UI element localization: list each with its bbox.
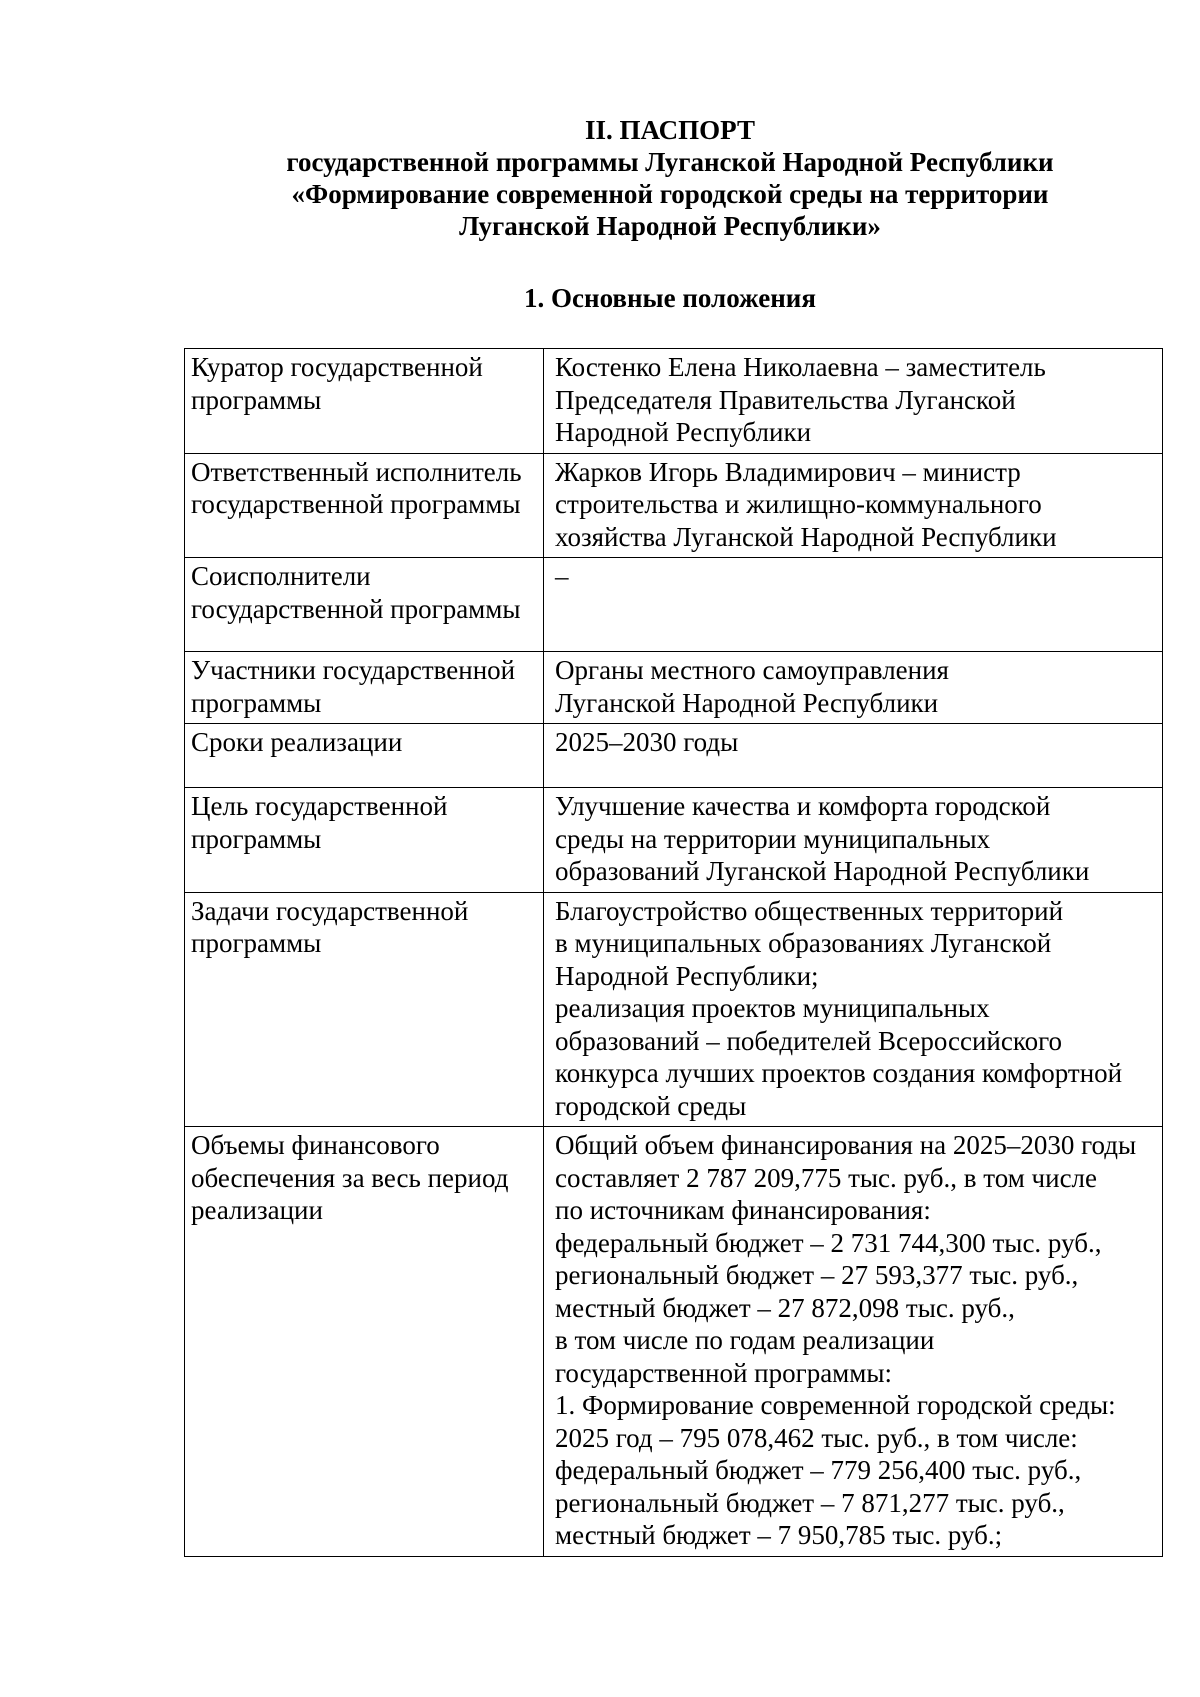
value-line: Луганской Народной Республики [555, 687, 939, 718]
label-line: Сроки реализации [191, 727, 403, 757]
title-line: II. ПАСПОРТ [584, 115, 755, 145]
table-row [185, 349, 1163, 454]
label-line: программы [191, 928, 322, 958]
passport-table [184, 348, 1163, 1557]
value-line: Народной Республики [555, 417, 812, 447]
title-line: государственной программы Луганской Народной Республики [286, 147, 1054, 177]
value-line: среды на территории муниципальных [555, 823, 991, 854]
label-line: государственной программы [191, 489, 521, 519]
value-line: Костенко Елена Николаевна – заместитель [555, 352, 1046, 382]
row-label-cell [185, 453, 544, 558]
label-line: Ответственный исполнитель [191, 456, 522, 487]
label-line: Соисполнители [191, 561, 371, 591]
label-line: программы [191, 823, 322, 854]
label-line: программы [191, 687, 322, 718]
value-line: образований – победителей Всероссийского [555, 1025, 1063, 1056]
label-line: реализации [191, 1195, 323, 1225]
label-line: Цель государственной [191, 791, 448, 821]
value-line: Благоустройство общественных территорий [555, 895, 1064, 926]
row-value-cell [544, 558, 1163, 652]
table-row [185, 453, 1163, 558]
value-line: хозяйства Луганской Народной Республики [555, 521, 1057, 552]
value-line: местный бюджет – 27 872,098 тыс. руб., [555, 1292, 1015, 1323]
value-line: региональный бюджет – 27 593,377 тыс. руб., [555, 1260, 1079, 1290]
value-line: 2025 год – 795 078,462 тыс. руб., в том числе: [555, 1422, 1078, 1453]
row-label-cell [185, 788, 544, 893]
title-line: Луганской Народной Республики» [459, 211, 881, 241]
row-value-cell [544, 788, 1163, 893]
value-line: – [555, 561, 569, 591]
table-row [185, 652, 1163, 724]
value-line: Жарков Игорь Владимирович – министр [555, 456, 1021, 487]
table-row [185, 558, 1163, 652]
title-line: «Формирование современной городской среды на территории [291, 179, 1049, 209]
value-line: Народной Республики; [555, 960, 819, 991]
row-value-cell [544, 892, 1163, 1127]
row-value-cell [544, 724, 1163, 788]
value-line: федеральный бюджет – 2 731 744,300 тыс. руб., [555, 1227, 1102, 1258]
value-line: местный бюджет – 7 950,785 тыс. руб.; [555, 1520, 1003, 1550]
value-line: 2025–2030 годы [555, 727, 739, 757]
value-line: федеральный бюджет – 779 256,400 тыс. руб., [555, 1455, 1082, 1485]
label-line: Участники государственной [191, 655, 516, 685]
label-line: Задачи государственной [191, 895, 469, 926]
table-row [185, 724, 1163, 788]
value-line: составляет 2 787 209,775 тыс. руб., в том числе [555, 1162, 1098, 1193]
value-line: реализация проектов муниципальных [555, 993, 990, 1023]
row-label-cell [185, 558, 544, 652]
value-line: строительства и жилищно-коммунального [555, 489, 1042, 519]
row-label-cell [185, 724, 544, 788]
label-line: Куратор государственной [191, 352, 483, 382]
value-line: городской среды [555, 1090, 747, 1121]
label-line: государственной программы [191, 593, 521, 624]
value-line: образований Луганской Народной Республики [555, 856, 1090, 886]
label-line: программы [191, 384, 322, 415]
value-line: Председателя Правительства Луганской [555, 384, 1016, 415]
value-line: государственной программы: [555, 1357, 892, 1388]
value-line: в том числе по годам реализации [555, 1325, 935, 1355]
label-line: Объемы финансового [191, 1130, 440, 1160]
table-row [185, 788, 1163, 893]
value-line: Общий объем финансирования на 2025–2030 годы [555, 1130, 1137, 1160]
value-line: 1. Формирование современной городской среды: [555, 1390, 1116, 1420]
value-line: по источникам финансирования: [555, 1195, 931, 1225]
row-value-cell [544, 349, 1163, 454]
value-line: в муниципальных образованиях Луганской [555, 928, 1052, 958]
section-title: 1. Основные положения [524, 283, 816, 313]
value-line: Улучшение качества и комфорта городской [555, 791, 1051, 821]
passport-title [185, 114, 1155, 242]
value-line: конкурса лучших проектов создания комфортной [555, 1058, 1123, 1088]
value-line: Органы местного самоуправления [555, 655, 949, 685]
table-row [185, 892, 1163, 1127]
row-value-cell [544, 652, 1163, 724]
row-label-cell [185, 892, 544, 1127]
table-row [185, 1127, 1163, 1557]
row-value-cell [544, 1127, 1163, 1557]
row-label-cell [185, 652, 544, 724]
value-line: региональный бюджет – 7 871,277 тыс. руб., [555, 1487, 1065, 1518]
row-value-cell [544, 453, 1163, 558]
row-label-cell [185, 349, 544, 454]
label-line: обеспечения за весь период [191, 1162, 509, 1193]
row-label-cell [185, 1127, 544, 1557]
